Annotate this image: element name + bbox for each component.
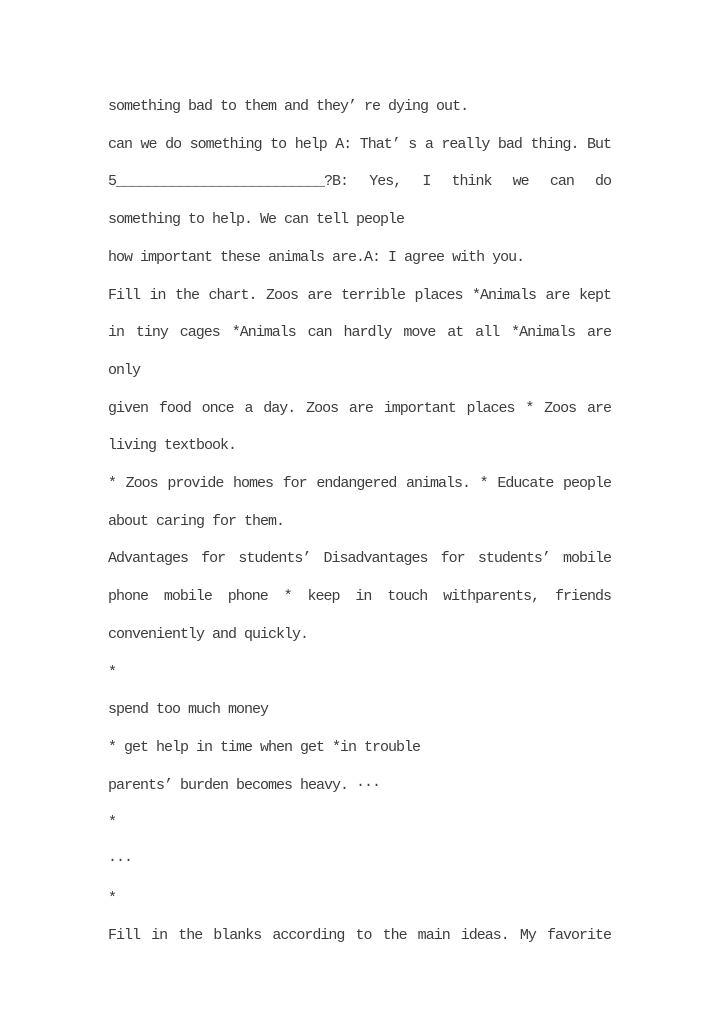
text-line: * Zoos provide homes for endangered animals. * Educate people bbox=[108, 475, 611, 493]
text-line: * bbox=[108, 663, 117, 681]
text-line: ··· bbox=[108, 852, 133, 870]
text-line: spend too much money bbox=[108, 701, 269, 719]
document-body bbox=[108, 88, 620, 955]
text-line: 5__________________________?B: Yes, I think we can do bbox=[108, 173, 611, 191]
text-line: in tiny cages *Animals can hardly move at all *Animals are only bbox=[108, 324, 620, 379]
text-line: Advantages for students’ Disadvantages for students’ mobile bbox=[108, 550, 611, 568]
text-line: conveniently and quickly. bbox=[108, 625, 309, 643]
text-line: Fill in the chart. Zoos are terrible places *Animals are kept bbox=[108, 286, 611, 304]
text-line: something to help. We can tell people bbox=[108, 211, 405, 229]
text-line: given food once a day. Zoos are important places * Zoos are bbox=[108, 399, 611, 417]
text-line: * bbox=[108, 889, 117, 907]
text-line: * get help in time when get *in trouble bbox=[108, 738, 421, 756]
text-line: * bbox=[108, 814, 117, 832]
text-line: Fill in the blanks according to the main ideas. My favorite bbox=[108, 927, 611, 945]
text-line: can we do something to help A: That’ s a really bad thing. But bbox=[108, 135, 611, 153]
text-line: parents’ burden becomes heavy. ··· bbox=[108, 776, 381, 794]
text-line: something bad to them and they’ re dying out. bbox=[108, 98, 469, 115]
text-line: living textbook. bbox=[108, 437, 237, 455]
text-line: about caring for them. bbox=[108, 512, 285, 530]
text-line: how important these animals are.A: I agree with you. bbox=[108, 248, 525, 266]
text-line: phone mobile phone * keep in touch withparents, friends bbox=[108, 588, 611, 606]
